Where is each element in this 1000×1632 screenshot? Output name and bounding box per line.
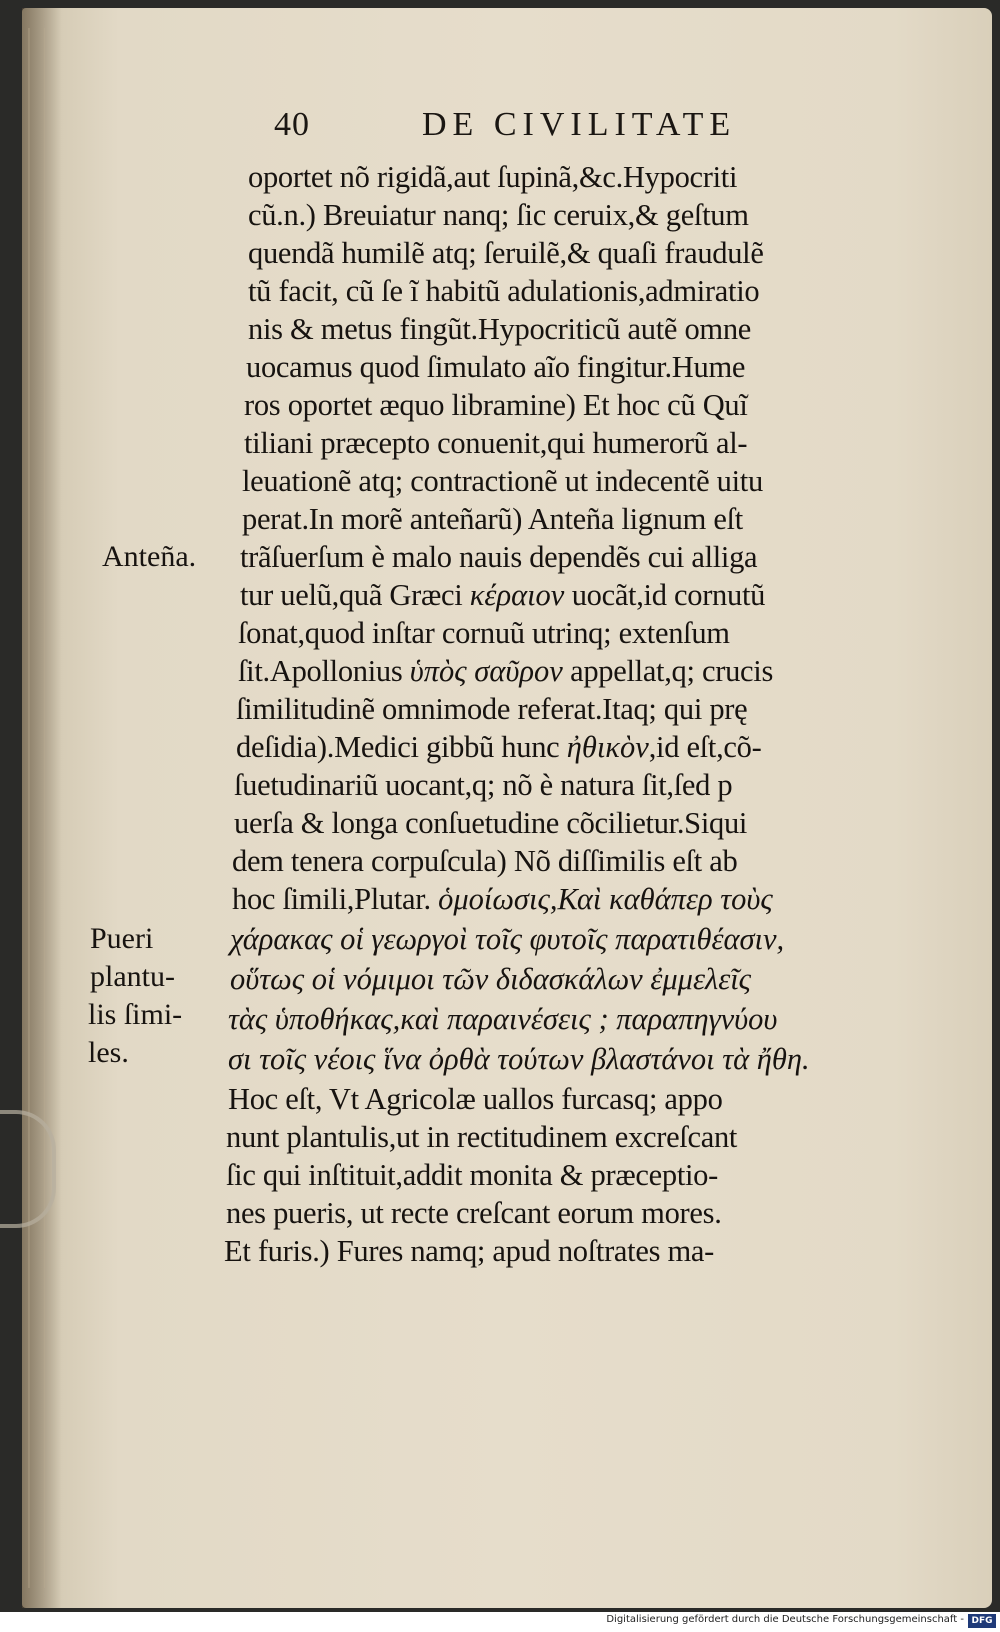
margin-note-antenna: Anteña. — [102, 540, 197, 573]
greek-line: σι τοῖς νέοις ἵνα ὀρθὰ τούτων βλαστάνοι τὰ ἤθη. — [228, 1042, 810, 1076]
text-line: tũ facit, cũ ſe ĩ habitũ adulationis,admiratio — [248, 274, 760, 308]
text-line: Hoc eſt, Vt Agricolæ uallos furcasq; appo — [228, 1082, 723, 1116]
text-segment: tur uelũ,quã Græci — [240, 578, 463, 612]
text-line: oportet nõ rigidã,aut ſupinã,&c.Hypocriti — [248, 160, 738, 194]
running-title: DE CIVILITATE — [422, 106, 737, 143]
margin-note-pueri-4: les. — [88, 1036, 129, 1069]
margin-note-pueri-2: plantu- — [90, 960, 175, 993]
greek-line: χάρακας οἱ γεωργοὶ τοῖς φυτοῖς παρατιθέασιν, — [230, 922, 785, 956]
text-line: uocamus quod ſimulato aĩo fingitur.Hume — [246, 350, 746, 384]
text-segment: deſidia).Medici gibbũ hunc — [236, 730, 560, 764]
text-line: quendã humilẽ atq; ſeruilẽ,& quaſi fraudulẽ — [248, 236, 764, 270]
text-line — [238, 652, 773, 690]
text-line: ſic qui inſtituit,addit monita & præceptio- — [226, 1158, 718, 1192]
greek-word: ὑπὸς σαῦρον — [409, 654, 563, 688]
text-line: dem tenera corpuſcula) Nõ diſſimilis eſt ab — [232, 844, 738, 878]
greek-word: κέραιον — [469, 578, 565, 612]
text-line — [232, 880, 773, 918]
book-page — [22, 8, 992, 1608]
footer — [0, 1612, 1000, 1632]
text-line: trãſuerſum è malo nauis dependẽs cui alliga — [240, 540, 758, 574]
greek-line: τὰς ὑποθήκας,καὶ παραινέσεις ; παραπηγνύου — [228, 1002, 778, 1036]
text-segment: ,id eſt,cõ- — [648, 730, 762, 764]
text-line — [240, 576, 765, 614]
text-line: perat.In morẽ anteñarũ) Anteña lignum eſt — [242, 502, 743, 536]
text-line: tiliani præcepto conuenit,qui humerorũ al- — [244, 426, 748, 460]
text-line: uerſa & longa conſuetudine cõcilietur.Siqui — [234, 806, 748, 840]
page-number: 40 — [274, 106, 310, 143]
book-clasp — [0, 1110, 56, 1228]
greek-word: ἠθικὸν — [566, 730, 649, 764]
text-line: ſuetudinariũ uocant,q; nõ è natura ſit,ſed p — [234, 768, 733, 802]
greek-line: οὕτως οἱ νόμιμοι τῶν διδασκάλων ἐμμελεῖς — [230, 962, 752, 996]
text-line — [236, 728, 761, 766]
text-line: Et furis.) Fures namq; apud noſtrates ma- — [224, 1234, 714, 1268]
greek-word: ὁμοίωσις,Καὶ καθάπερ τοὺς — [438, 882, 773, 916]
text-line: leuationẽ atq; contractionẽ ut indecentẽ uitu — [242, 464, 763, 498]
text-segment: ſit.Apollonius — [238, 654, 403, 688]
text-segment: uocãt,id cornutũ — [571, 578, 766, 612]
text-segment: hoc ſimili,Plutar. — [232, 882, 431, 916]
text-segment: appellat,q; crucis — [570, 654, 774, 688]
text-line: ros oportet æquo libramine) Et hoc cũ Quĩ — [244, 388, 748, 422]
text-line: nes pueris, ut recte creſcant eorum mores. — [226, 1196, 722, 1230]
footer-credit: Digitalisierung gefördert durch die Deutsche Forschungsgemeinschaft - — [606, 1614, 964, 1625]
page-edges — [28, 28, 45, 1588]
dfg-logo: DFG — [968, 1614, 996, 1628]
text-line: cũ.n.) Breuiatur nanq; ſic ceruix,& geſtum — [248, 198, 749, 232]
text-line: ſimilitudinẽ omnimode referat.Itaq; qui prę — [236, 692, 748, 726]
margin-note-pueri-3: lis ſimi- — [88, 998, 183, 1031]
text-line: nis & metus fingũt.Hypocriticũ autẽ omne — [248, 312, 752, 346]
margin-note-pueri-1: Pueri — [90, 922, 154, 955]
text-line: nunt plantulis,ut in rectitudinem excreſcant — [226, 1120, 738, 1154]
text-line: ſonat,quod inſtar cornuũ utrinq; extenſum — [238, 616, 730, 650]
